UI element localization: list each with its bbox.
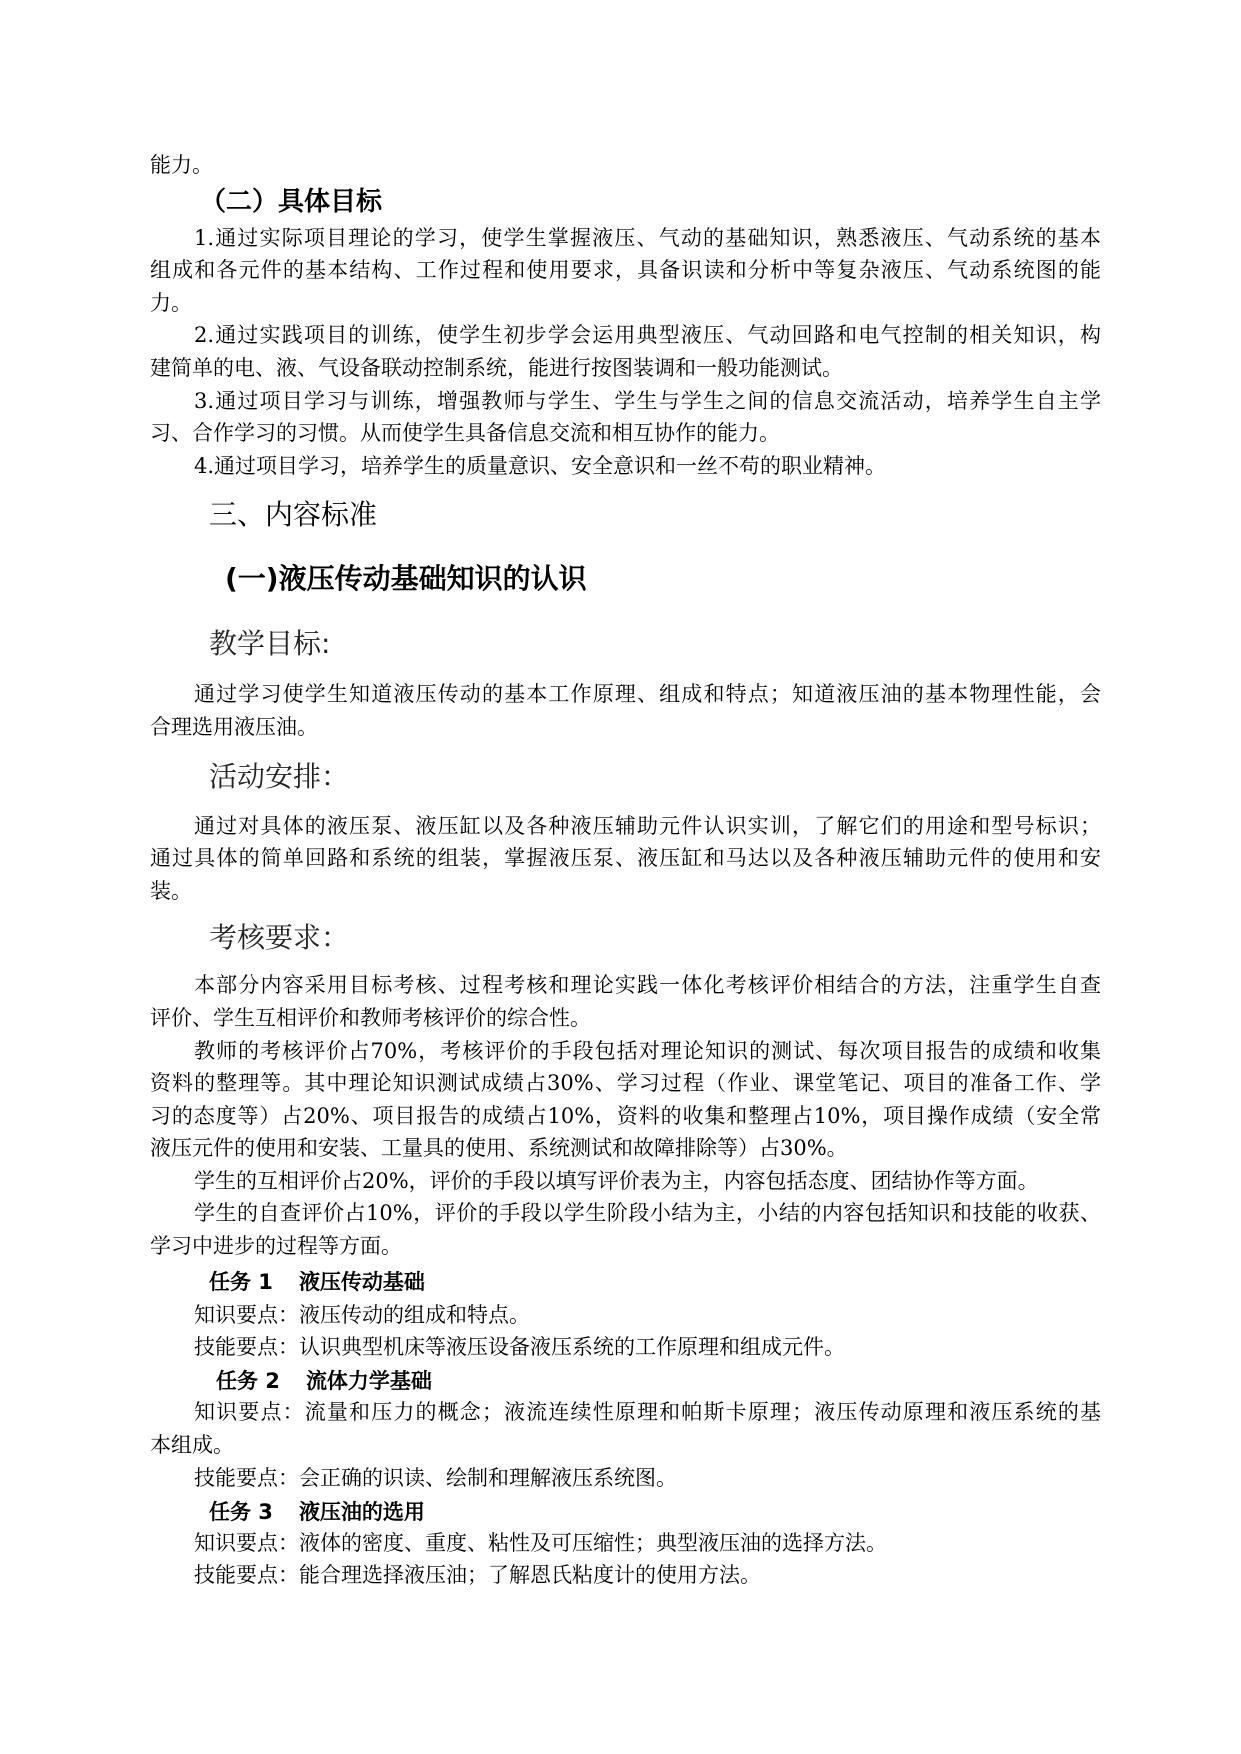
paragraph-line: 通过学习使学生知道液压传动的基本工作原理、组成和特点；知道液压油的基本物理性能，会 — [194, 682, 1101, 707]
task-title: 流体力学基础 — [305, 1369, 432, 1394]
task-heading — [150, 1263, 1101, 1299]
goal-item-3 — [150, 385, 1101, 450]
knowledge-points-line: 知识要点：液体的密度、重度、粘性及可压缩性；典型液压油的选择方法。 — [194, 1530, 887, 1555]
paragraph-line: 学习中进步的过程等方面。 — [150, 1234, 402, 1259]
knowledge-points-line: 知识要点：流量和压力的概念；液流连续性原理和帕斯卡原理；液压传动原理和液压系统的基 — [194, 1400, 1101, 1425]
goal-item-1 — [150, 222, 1101, 320]
assessment-paragraph-3 — [150, 1165, 1101, 1198]
specific-goals-heading: （二）具体目标 — [200, 186, 383, 217]
assessment-paragraph-2 — [150, 1035, 1101, 1165]
paragraph-line: 学生的自查评价占10%，评价的手段以学生阶段小结为主，小结的内容包括知识和技能的收获、 — [194, 1201, 1101, 1226]
paragraph-line: 2.通过实践项目的训练，使学生初步学会运用典型液压、气动回路和电气控制的相关知识，构 — [194, 323, 1101, 348]
skill-points-line: 技能要点：认识典型机床等液压设备液压系统的工作原理和组成元件。 — [194, 1335, 845, 1360]
teaching-goals-paragraph — [150, 678, 1101, 743]
assessment-label: 考核要求： — [209, 921, 350, 955]
paragraph-line: 通过具体的简单回路和系统的组装，掌握液压泵、液压缸和马达以及各种液压辅助元件的使用和安 — [150, 846, 1101, 871]
content-standards-heading: 三、内容标准 — [209, 498, 378, 532]
paragraph-line: 合理选用液压油。 — [150, 714, 318, 739]
teaching-goals-label: 教学目标: — [209, 627, 331, 661]
unit-heading: (一)液压传动基础知识的认识 — [225, 562, 587, 596]
paragraph-line: 液压元件的使用和安装、工量具的使用、系统测试和故障排除等）占30%。 — [150, 1136, 848, 1161]
assessment-paragraph-4 — [150, 1197, 1101, 1262]
paragraph-line: 装。 — [150, 878, 192, 903]
page-content — [150, 149, 1101, 1592]
paragraph-line: 教师的考核评价占70%，考核评价的手段包括对理论知识的测试、每次项目报告的成绩和收集 — [194, 1038, 1101, 1063]
paragraph-line: 通过对具体的液压泵、液压缸以及各种液压辅助元件认识实训，了解它们的用途和型号标识； — [194, 813, 1101, 838]
task-title: 液压油的选用 — [298, 1499, 425, 1524]
paragraph-line: 建简单的电、液、气设备联动控制系统，能进行按图装调和一般功能测试。 — [150, 355, 843, 380]
skill-points-line: 技能要点：能合理选择液压油；了解恩氏粘度计的使用方法。 — [194, 1563, 761, 1588]
goal-item-2 — [150, 319, 1101, 384]
task-heading — [150, 1364, 1101, 1397]
paragraph-line: 力。 — [150, 290, 192, 315]
paragraph-line: 习的态度等）占20%、项目报告的成绩占10%，资料的收集和整理占10%，项目操作成绩（安全常 — [150, 1103, 1101, 1128]
paragraph-line: 习、合作学习的习惯。从而使学生具备信息交流和相互协作的能力。 — [150, 421, 780, 446]
paragraph-line: 1.通过实际项目理论的学习，使学生掌握液压、气动的基础知识，熟悉液压、气动系统的基本 — [194, 225, 1101, 250]
task-heading — [150, 1494, 1101, 1527]
paragraph-line: 组成和各元件的基本结构、工作过程和使用要求，具备识读和分析中等复杂液压、气动系统图的能 — [150, 258, 1101, 283]
paragraph-line: 学生的互相评价占20%，评价的手段以填写评价表为主，内容包括态度、团结协作等方面。 — [194, 1168, 1039, 1193]
assessment-paragraph-1 — [150, 969, 1101, 1034]
skill-points-line: 技能要点：会正确的识读、绘制和理解液压系统图。 — [194, 1465, 677, 1490]
paragraph-line: 评价、学生互相评价和教师考核评价的综合性。 — [150, 1005, 591, 1030]
continuation-line: 能力。 — [150, 153, 213, 177]
task-number: 任务 1 — [209, 1269, 273, 1294]
task-title: 液压传动基础 — [298, 1269, 425, 1294]
task-number: 任务 3 — [209, 1499, 273, 1524]
goal-item-4 — [150, 450, 1101, 483]
activities-label: 活动安排： — [209, 759, 350, 793]
activities-paragraph — [150, 810, 1101, 908]
paragraph-line: 资料的整理等。其中理论知识测试成绩占30%、学习过程（作业、课堂笔记、项目的准备工作、学 — [150, 1071, 1101, 1096]
paragraph-line: 3.通过项目学习与训练，增强教师与学生、学生与学生之间的信息交流活动，培养学生自主学 — [194, 388, 1101, 413]
paragraph-line: 本部分内容采用目标考核、过程考核和理论实践一体化考核评价相结合的方法，注重学生自查 — [194, 973, 1101, 998]
knowledge-points-line: 知识要点：液压传动的组成和特点。 — [194, 1302, 530, 1327]
task-number: 任务 2 — [216, 1369, 280, 1394]
paragraph-line: 4.通过项目学习，培养学生的质量意识、安全意识和一丝不苟的职业精神。 — [194, 453, 887, 478]
knowledge-points-line: 本组成。 — [150, 1433, 234, 1458]
